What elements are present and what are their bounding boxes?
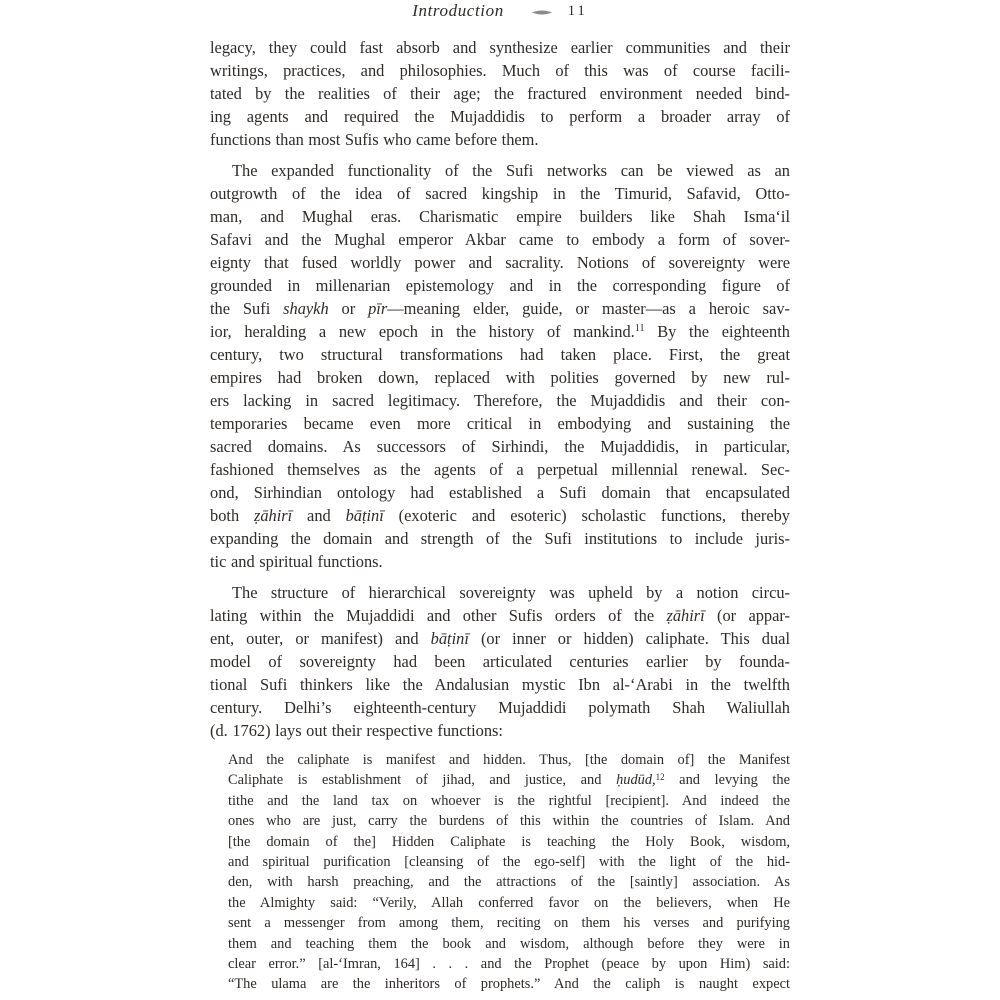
text-line: eignty that fused worldly power and sacrality. Notions of sovereignty were <box>210 253 790 272</box>
text-line: tithe and the land tax on whoever is the rightful [recipient]. And indeed the <box>228 792 790 809</box>
text-line: ent, outer, or manifest) and bāṭinī (or inner or hidden) caliphate. This dual <box>210 629 790 648</box>
text-line: ers lacking in sacred legitimacy. Therefore, the Mujaddidis and their con- <box>210 391 790 410</box>
page-number: 11 <box>567 2 588 19</box>
text-line: clear error.” [al-‘Imran, 164] . . . and the Prophet (peace by upon Him) said: <box>228 956 790 973</box>
text-line: both ẓāhirī and bāṭinī (exoteric and esoteric) scholastic functions, thereby <box>210 506 790 525</box>
running-head <box>0 1 1000 21</box>
running-head-title: Introduction <box>412 1 504 20</box>
text-line: the Sufi shaykh or pīr—meaning elder, guide, or master—as a heroic sav- <box>210 299 790 318</box>
paragraph <box>210 581 790 742</box>
text-line: writings, practices, and philosophies. Much of this was of course facili- <box>210 61 790 80</box>
text-line: sacred domains. As successors of Sirhindi, the Mujaddidis, in particular, <box>210 437 790 456</box>
text-line: empires had broken down, replaced with polities governed by new rul- <box>210 368 790 387</box>
text-line: tated by the realities of their age; the fractured environment needed bind- <box>210 84 790 103</box>
text-line: man, and Mughal eras. Charismatic empire builders like Shah Isma‘il <box>210 207 790 226</box>
text-line: legacy, they could fast absorb and synthesize earlier communities and their <box>210 38 790 57</box>
block-quote <box>228 750 790 995</box>
text-line: den, with harsh preaching, and the attractions of the [saintly] association. As <box>228 874 790 891</box>
text-line: them and teaching them the book and wisdom, although before they were in <box>228 935 790 952</box>
text-line: The structure of hierarchical sovereignty was upheld by a notion circu- <box>232 583 790 602</box>
text-line: [the domain of the] Hidden Caliphate is teaching the Holy Book, wisdom, <box>228 833 790 850</box>
text-line: “The ulama are the inheritors of prophets.” And the caliph is naught expect <box>228 976 790 993</box>
text-line: ing agents and required the Mujaddidis to perform a broader array of <box>210 107 790 126</box>
text-line: temporaries became even more critical in embodying and sustaining the <box>210 414 790 433</box>
text-line: and spiritual purification [cleansing of the ego-self] with the light of the hid- <box>228 854 790 871</box>
text-line: century. Delhi’s eighteenth-century Mujaddidi polymath Shah Waliullah <box>210 698 790 717</box>
text-line: fashioned themselves as the agents of a perpetual millennial renewal. Sec- <box>210 460 790 479</box>
text-line: functions than most Sufis who came before them. <box>210 130 539 149</box>
paragraph <box>210 159 790 573</box>
text-line: model of sovereignty had been articulated centuries earlier by founda- <box>210 652 790 671</box>
text-line: sent a messenger from among them, reciting on them his verses and purifying <box>228 915 790 932</box>
text-line: (d. 1762) lays out their respective functions: <box>210 721 503 740</box>
footnote-reference: 11 <box>634 323 645 335</box>
text-line: ones who are just, carry the burdens of this within the countries of Islam. And <box>228 813 790 830</box>
footnote-reference: 12 <box>655 771 665 782</box>
text-line: grounded in millenarian epistemology and in the corresponding figure of <box>210 276 790 295</box>
text-line: ond, Sirhindian ontology had established a Sufi domain that encapsulated <box>210 483 790 502</box>
paragraph <box>210 36 790 151</box>
text-line: century, two structural transformations had taken place. First, the great <box>210 345 790 364</box>
text-line: And the caliphate is manifest and hidden. Thus, [the domain of] the Manifest <box>228 752 790 768</box>
text-line: Safavi and the Mughal emperor Akbar came to embody a form of sover- <box>210 230 790 249</box>
page-text <box>210 36 790 995</box>
swelled-dash-ornament-icon <box>532 10 552 15</box>
text-line: Caliphate is establishment of jihad, and justice, and ḥudūd,$^{12}$ and levying the <box>228 771 790 789</box>
text-line: tional Sufi thinkers like the Andalusian mystic Ibn al-‘Arabi in the twelfth <box>210 675 790 694</box>
text-line: outgrowth of the idea of sacred kingship in the Timurid, Safavid, Otto- <box>210 184 790 203</box>
text-line: expanding the domain and strength of the Sufi institutions to include juris- <box>210 529 790 548</box>
text-line: the Almighty said: “Verily, Allah conferred favor on the believers, when He <box>228 894 790 911</box>
text-line: tic and spiritual functions. <box>210 552 383 571</box>
text-line: The expanded functionality of the Sufi networks can be viewed as an <box>232 161 790 180</box>
text-line: lating within the Mujaddidi and other Sufis orders of the ẓāhirī (or appar- <box>210 606 790 625</box>
text-line: ior, heralding a new epoch in the history of mankind.$^{11}$ By the eighteenth <box>210 322 790 341</box>
